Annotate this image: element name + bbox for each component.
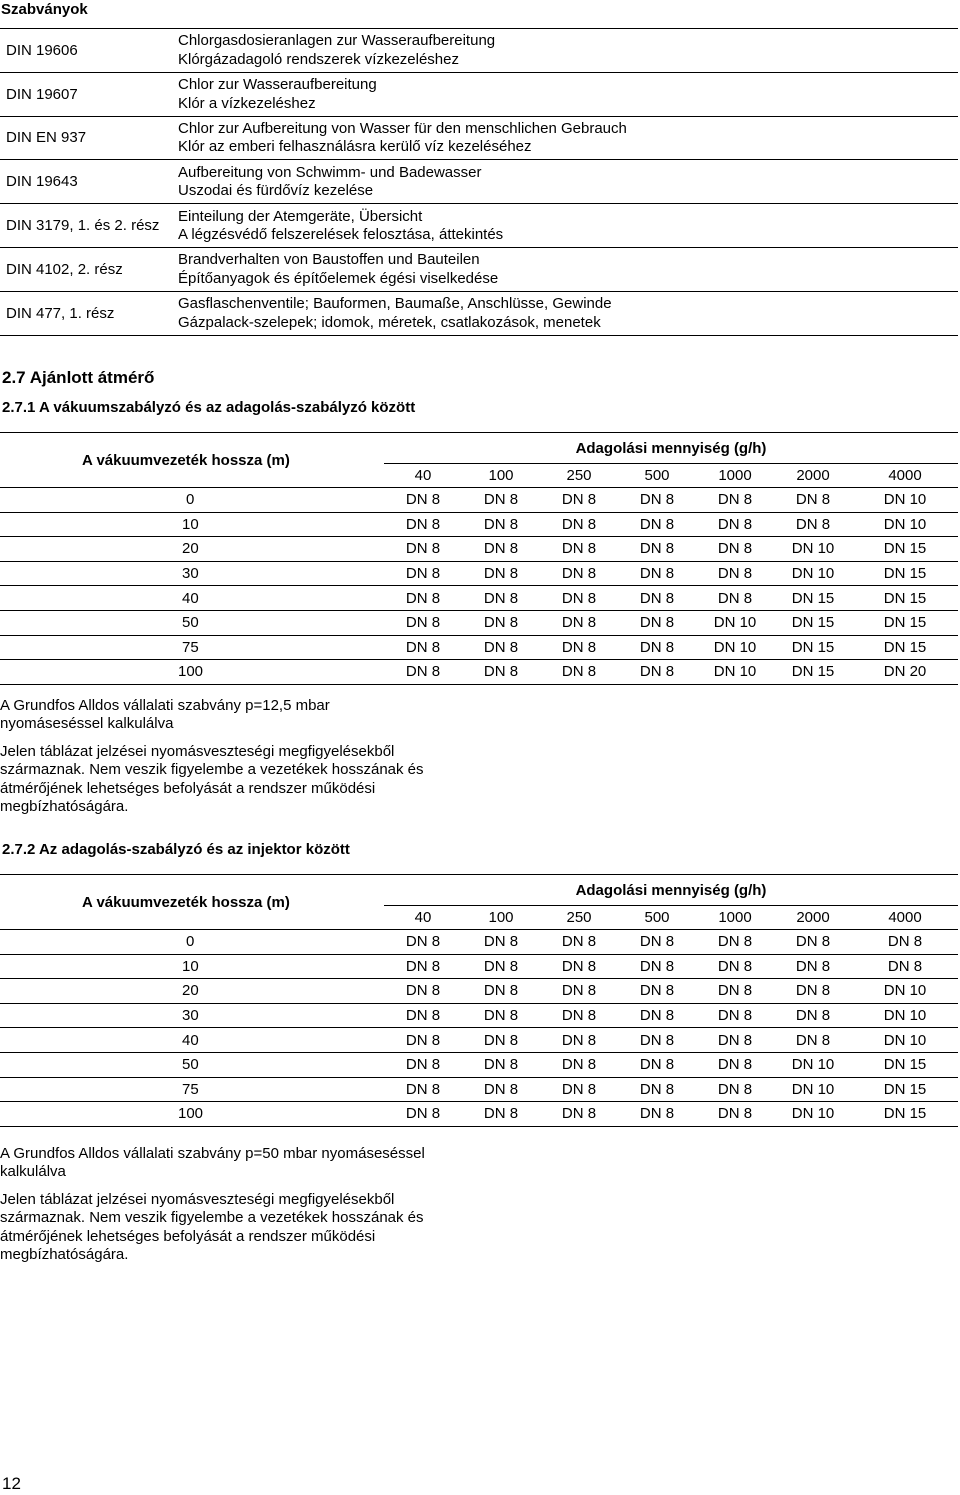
diameter-cell: DN 8 <box>540 610 618 635</box>
standard-title-hu: Klór az emberi felhasználásra kerülő víz kezeléséhez <box>178 138 532 156</box>
table-row <box>0 512 958 537</box>
note-line: Jelen táblázat jelzései nyomásveszteségi megfigyelésekből <box>0 743 395 760</box>
standard-code: DIN 19607 <box>0 72 178 116</box>
standard-title-hu: Klór a vízkezeléshez <box>178 94 316 112</box>
standard-title-hu: A légzésvédő felszerelések felosztása, áttekintés <box>178 226 504 244</box>
line-length-cell: 0 <box>0 930 384 955</box>
diameter-cell: DN 10 <box>696 610 774 635</box>
dosing-rate-header: 100 <box>462 906 540 930</box>
standard-description <box>178 160 958 204</box>
table-row <box>0 561 958 586</box>
diameter-cell: DN 8 <box>462 1003 540 1028</box>
line-length-cell: 50 <box>0 610 384 635</box>
diameter-cell: DN 8 <box>618 537 696 562</box>
diameter-cell: DN 8 <box>696 586 774 611</box>
standard-title-de: Brandverhalten von Baustoffen und Bauteilen <box>178 251 480 269</box>
standard-title-hu: Gázpalack-szelepek; idomok, méretek, csatlakozások, menetek <box>178 313 601 331</box>
diameter-cell: DN 8 <box>462 610 540 635</box>
diameter-cell: DN 8 <box>384 488 462 513</box>
table-row <box>0 979 958 1004</box>
diameter-table-1 <box>0 432 958 685</box>
diameter-cell: DN 8 <box>540 979 618 1004</box>
diameter-cell: DN 8 <box>618 1052 696 1077</box>
note-line: átmérőjének lehetséges befolyását a rendszer működési <box>0 1227 376 1245</box>
diameter-cell: DN 8 <box>384 1028 462 1053</box>
line-length-cell: 40 <box>0 1028 384 1053</box>
dosing-rate-header: 250 <box>540 906 618 930</box>
line-length-cell: 0 <box>0 488 384 513</box>
diameter-cell: DN 10 <box>852 1028 958 1053</box>
diameter-cell: DN 15 <box>852 1077 958 1102</box>
diameter-cell: DN 8 <box>540 537 618 562</box>
diameter-cell: DN 8 <box>384 610 462 635</box>
column-header-length: A vákuumvezeték hossza (m) <box>0 875 384 930</box>
standard-title-de: Einteilung der Atemgeräte, Übersicht <box>178 207 423 225</box>
diameter-cell: DN 15 <box>774 610 852 635</box>
standard-description <box>178 247 958 291</box>
standard-code: DIN 19606 <box>6 41 78 59</box>
diameter-cell: DN 8 <box>384 1003 462 1028</box>
table-row <box>0 1102 958 1127</box>
diameter-cell: DN 10 <box>852 488 958 513</box>
dosing-rate-header: 1000 <box>696 906 774 930</box>
diameter-cell: DN 8 <box>540 954 618 979</box>
diameter-cell: DN 8 <box>696 561 774 586</box>
diameter-cell: DN 8 <box>540 488 618 513</box>
section-heading-2-7: 2.7 Ajánlott átmérő <box>2 368 155 387</box>
diameter-cell: DN 15 <box>852 586 958 611</box>
diameter-cell: DN 8 <box>462 1052 540 1077</box>
note-line: A Grundfos Alldos vállalati szabvány p=12,5 mbar <box>0 697 330 714</box>
standard-title-de: Aufbereitung von Schwimm- und Badewasser <box>178 163 482 181</box>
diameter-cell: DN 8 <box>384 512 462 537</box>
column-header-dosing-group: Adagolási mennyiség (g/h) <box>384 433 958 464</box>
diameter-cell: DN 8 <box>852 954 958 979</box>
diameter-cell: DN 8 <box>462 561 540 586</box>
diameter-cell: DN 8 <box>540 660 618 685</box>
diameter-cell: DN 10 <box>696 660 774 685</box>
diameter-cell: DN 8 <box>384 979 462 1004</box>
diameter-cell: DN 8 <box>696 930 774 955</box>
line-length-cell: 75 <box>0 635 384 660</box>
diameter-cell: DN 10 <box>774 1102 852 1127</box>
diameter-cell: DN 10 <box>774 561 852 586</box>
table1-note-pressure <box>0 697 330 734</box>
diameter-cell: DN 10 <box>852 512 958 537</box>
standard-description <box>178 291 958 335</box>
table-row <box>0 586 958 611</box>
dosing-rate-header: 40 <box>384 464 462 488</box>
note-line: kalkulálva <box>0 1163 66 1181</box>
diameter-cell: DN 8 <box>696 1102 774 1127</box>
diameter-cell: DN 8 <box>540 1077 618 1102</box>
standard-title-de: Chlor zur Wasseraufbereitung <box>178 76 377 94</box>
dosing-rate-header: 40 <box>384 906 462 930</box>
diameter-cell: DN 8 <box>384 586 462 611</box>
line-length-cell: 40 <box>0 586 384 611</box>
diameter-cell: DN 10 <box>852 979 958 1004</box>
diameter-cell: DN 8 <box>696 979 774 1004</box>
diameter-cell: DN 8 <box>462 1102 540 1127</box>
diameter-cell: DN 10 <box>852 1003 958 1028</box>
standard-description <box>178 116 958 160</box>
diameter-cell: DN 8 <box>618 1028 696 1053</box>
standard-row <box>0 204 958 248</box>
note-line: származnak. Nem veszik figyelembe a vezetékek hosszának és <box>0 1209 424 1227</box>
diameter-cell: DN 8 <box>462 488 540 513</box>
dosing-rate-header: 100 <box>462 464 540 488</box>
table-row <box>0 610 958 635</box>
diameter-cell: DN 8 <box>462 537 540 562</box>
column-header-dosing-group: Adagolási mennyiség (g/h) <box>384 875 958 906</box>
line-length-cell: 20 <box>0 979 384 1004</box>
line-length-cell: 100 <box>0 1102 384 1127</box>
diameter-cell: DN 15 <box>852 537 958 562</box>
diameter-cell: DN 8 <box>462 979 540 1004</box>
table-row <box>0 1077 958 1102</box>
note-line: származnak. Nem veszik figyelembe a vezetékek hosszának és <box>0 761 424 779</box>
diameter-cell: DN 8 <box>540 930 618 955</box>
diameter-cell: DN 8 <box>540 512 618 537</box>
diameter-cell: DN 8 <box>462 930 540 955</box>
diameter-cell: DN 10 <box>696 635 774 660</box>
note-line: megbízhatóságára. <box>0 1246 129 1264</box>
table-row <box>0 1052 958 1077</box>
diameter-cell: DN 8 <box>618 586 696 611</box>
diameter-cell: DN 8 <box>462 660 540 685</box>
diameter-cell: DN 8 <box>774 930 852 955</box>
diameter-cell: DN 8 <box>462 586 540 611</box>
diameter-cell: DN 8 <box>852 930 958 955</box>
dosing-rate-header: 2000 <box>774 464 852 488</box>
diameter-cell: DN 8 <box>540 561 618 586</box>
column-header-length: A vákuumvezeték hossza (m) <box>0 433 384 488</box>
standard-title-de: Gasflaschenventile; Bauformen, Baumaße, Anschlüsse, Gewinde <box>178 295 612 313</box>
diameter-cell: DN 8 <box>618 610 696 635</box>
diameter-cell: DN 8 <box>384 1077 462 1102</box>
diameter-cell: DN 15 <box>852 1102 958 1127</box>
dosing-rate-header: 4000 <box>852 906 958 930</box>
diameter-cell: DN 8 <box>618 635 696 660</box>
standard-row <box>0 160 958 204</box>
line-length-cell: 50 <box>0 1052 384 1077</box>
diameter-cell: DN 8 <box>618 979 696 1004</box>
diameter-cell: DN 8 <box>540 586 618 611</box>
diameter-cell: DN 15 <box>774 635 852 660</box>
diameter-cell: DN 8 <box>696 512 774 537</box>
standard-description <box>178 72 958 116</box>
diameter-cell: DN 8 <box>384 660 462 685</box>
diameter-cell: DN 15 <box>852 1052 958 1077</box>
standard-row <box>0 72 958 116</box>
dosing-rate-header: 2000 <box>774 906 852 930</box>
diameter-cell: DN 8 <box>540 635 618 660</box>
dosing-rate-header: 500 <box>618 906 696 930</box>
standards-table <box>0 28 958 336</box>
diameter-cell: DN 8 <box>774 488 852 513</box>
diameter-cell: DN 8 <box>618 1003 696 1028</box>
standard-description <box>178 204 958 248</box>
standard-row <box>0 291 958 335</box>
diameter-cell: DN 8 <box>384 1102 462 1127</box>
note-line: átmérőjének lehetséges befolyását a rendszer működési <box>0 779 376 797</box>
standard-code: DIN 19643 <box>0 160 178 204</box>
line-length-cell: 30 <box>0 1003 384 1028</box>
diameter-table-2 <box>0 874 958 1127</box>
page-number: 12 <box>2 1474 21 1493</box>
diameter-cell: DN 8 <box>774 512 852 537</box>
diameter-cell: DN 8 <box>618 1102 696 1127</box>
standard-code: DIN 4102, 2. rész <box>0 247 178 291</box>
diameter-cell: DN 8 <box>384 954 462 979</box>
table2-note-disclaimer <box>0 1191 424 1265</box>
dosing-rate-header: 250 <box>540 464 618 488</box>
note-line: megbízhatóságára. <box>0 798 129 816</box>
diameter-cell: DN 8 <box>540 1052 618 1077</box>
table-row <box>0 930 958 955</box>
table-row <box>0 488 958 513</box>
table2-heading: 2.7.2 Az adagolás-szabályzó és az injektor között <box>2 841 350 858</box>
standard-title-hu: Uszodai és fürdővíz kezelése <box>178 182 374 200</box>
section-title: Szabványok <box>1 1 88 18</box>
diameter-cell: DN 8 <box>774 1028 852 1053</box>
standard-code: DIN 477, 1. rész <box>0 291 178 335</box>
diameter-cell: DN 8 <box>696 1003 774 1028</box>
standard-title-hu: Építőanyagok és építőelemek égési viselkedése <box>178 269 499 287</box>
diameter-cell: DN 8 <box>618 660 696 685</box>
table1-heading: 2.7.1 A vákuumszabályzó és az adagolás-szabályzó között <box>2 399 416 416</box>
diameter-cell: DN 8 <box>618 561 696 586</box>
diameter-cell: DN 15 <box>774 660 852 685</box>
standard-description <box>178 29 958 73</box>
diameter-cell: DN 8 <box>696 537 774 562</box>
diameter-cell: DN 10 <box>774 1052 852 1077</box>
table1-note-disclaimer <box>0 743 424 817</box>
standard-code: DIN EN 937 <box>0 116 178 160</box>
diameter-cell: DN 8 <box>618 930 696 955</box>
diameter-cell: DN 15 <box>852 610 958 635</box>
diameter-cell: DN 8 <box>774 1003 852 1028</box>
diameter-cell: DN 8 <box>618 1077 696 1102</box>
table-row <box>0 537 958 562</box>
standard-title-hu: Klórgázadagoló rendszerek vízkezeléshez <box>178 50 459 68</box>
diameter-cell: DN 8 <box>384 561 462 586</box>
diameter-cell: DN 8 <box>540 1028 618 1053</box>
standard-title-de: Chlor zur Aufbereitung von Wasser für den menschlichen Gebrauch <box>178 119 627 137</box>
diameter-cell: DN 8 <box>540 1102 618 1127</box>
line-length-cell: 100 <box>0 660 384 685</box>
diameter-cell: DN 8 <box>540 1003 618 1028</box>
table-row <box>0 635 958 660</box>
line-length-cell: 30 <box>0 561 384 586</box>
table-row <box>0 954 958 979</box>
dosing-rate-header: 500 <box>618 464 696 488</box>
diameter-cell: DN 8 <box>462 1077 540 1102</box>
diameter-cell: DN 8 <box>696 1052 774 1077</box>
table-row <box>0 1003 958 1028</box>
diameter-cell: DN 15 <box>852 561 958 586</box>
diameter-cell: DN 8 <box>462 1028 540 1053</box>
diameter-cell: DN 8 <box>696 488 774 513</box>
dosing-rate-header: 4000 <box>852 464 958 488</box>
diameter-cell: DN 15 <box>852 635 958 660</box>
standard-row <box>0 247 958 291</box>
diameter-cell: DN 10 <box>774 1077 852 1102</box>
diameter-cell: DN 15 <box>774 586 852 611</box>
line-length-cell: 10 <box>0 954 384 979</box>
diameter-cell: DN 8 <box>618 488 696 513</box>
diameter-cell: DN 8 <box>384 1052 462 1077</box>
diameter-cell: DN 10 <box>774 537 852 562</box>
standard-row <box>0 29 958 73</box>
note-line: A Grundfos Alldos vállalati szabvány p=50 mbar nyomáseséssel <box>0 1145 425 1162</box>
diameter-cell: DN 8 <box>462 954 540 979</box>
standard-row <box>0 116 958 160</box>
diameter-cell: DN 20 <box>852 660 958 685</box>
line-length-cell: 20 <box>0 537 384 562</box>
diameter-cell: DN 8 <box>462 512 540 537</box>
diameter-cell: DN 8 <box>696 954 774 979</box>
diameter-cell: DN 8 <box>384 930 462 955</box>
standard-title-de: Chlorgasdosieranlagen zur Wasseraufbereitung <box>178 32 496 50</box>
diameter-cell: DN 8 <box>384 537 462 562</box>
diameter-cell: DN 8 <box>696 1077 774 1102</box>
dosing-rate-header: 1000 <box>696 464 774 488</box>
standard-code: DIN 3179, 1. és 2. rész <box>0 204 178 248</box>
line-length-cell: 10 <box>0 512 384 537</box>
table2-note-pressure <box>0 1145 425 1182</box>
diameter-cell: DN 8 <box>774 979 852 1004</box>
diameter-cell: DN 8 <box>384 635 462 660</box>
diameter-cell: DN 8 <box>618 512 696 537</box>
table-row <box>0 1028 958 1053</box>
note-line: nyomáseséssel kalkulálva <box>0 715 174 733</box>
diameter-cell: DN 8 <box>696 1028 774 1053</box>
line-length-cell: 75 <box>0 1077 384 1102</box>
table-row <box>0 660 958 685</box>
diameter-cell: DN 8 <box>462 635 540 660</box>
diameter-cell: DN 8 <box>774 954 852 979</box>
diameter-cell: DN 8 <box>618 954 696 979</box>
note-line: Jelen táblázat jelzései nyomásveszteségi megfigyelésekből <box>0 1191 395 1208</box>
